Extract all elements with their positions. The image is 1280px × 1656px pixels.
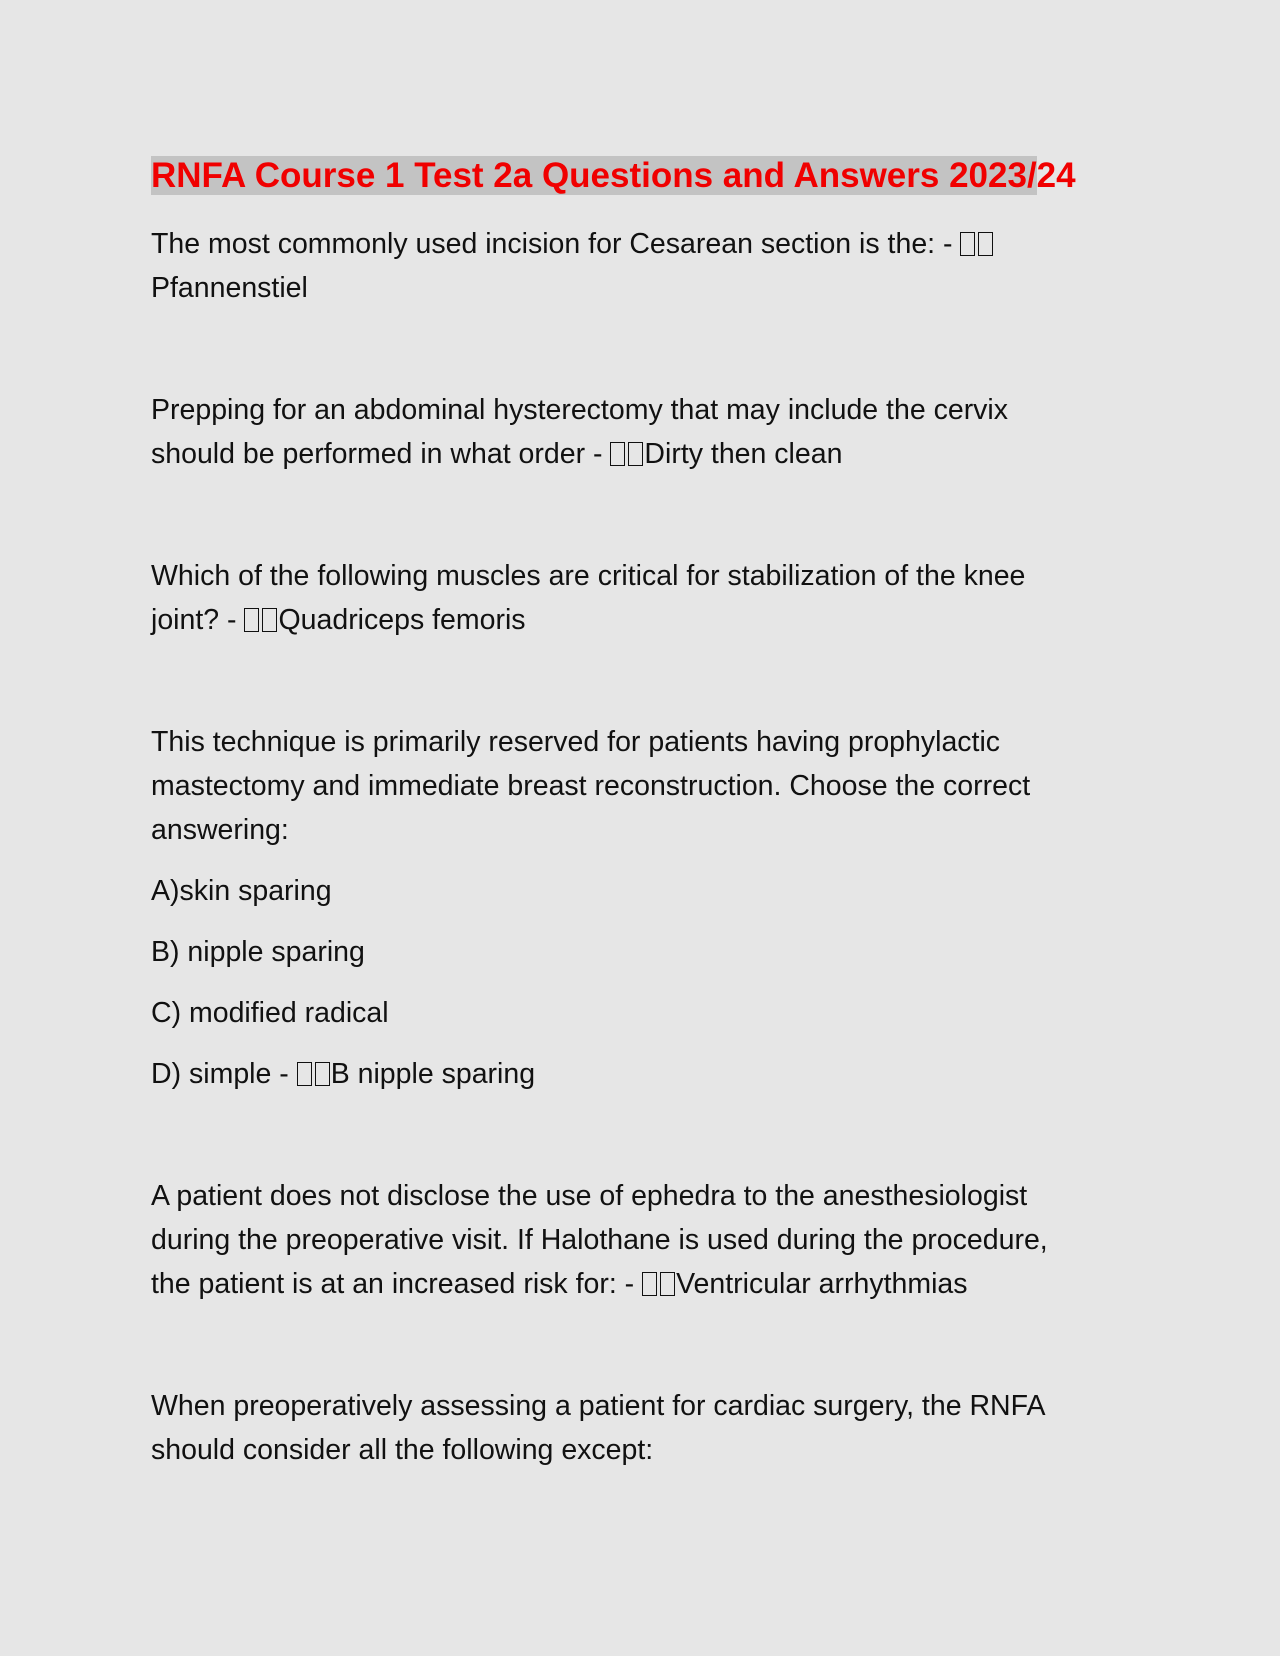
question-text: When preoperatively assessing a patient for cardiac surgery, the RNFA [151,1390,1046,1422]
question-item-1 [151,222,1141,310]
option-a: A)skin sparing [151,875,332,907]
question-text: A patient does not disclose the use of ephedra to the anesthesiologist [151,1180,1028,1212]
question-text: mastectomy and immediate breast reconstruction. Choose the correct [151,770,1031,802]
missing-glyph-icon [628,442,643,466]
answer-text: Quadriceps femoris [278,604,526,636]
question-text: Which of the following muscles are critical for stabilization of the knee [151,560,1026,592]
question-text: joint? - [151,604,245,636]
answer-text: Pfannenstiel [151,272,308,304]
question-item-4 [151,720,1141,1096]
missing-glyph-icon [297,1062,312,1086]
missing-glyph-icon [960,232,975,256]
question-item-2 [151,388,1141,476]
question-text: the patient is at an increased risk for: - [151,1268,643,1300]
document-title [151,152,1076,200]
missing-glyph-icon [315,1062,330,1086]
missing-glyph-icon [642,1272,657,1296]
question-text: should be performed in what order - [151,438,611,470]
missing-glyph-icon [262,608,277,632]
missing-glyph-icon [244,608,259,632]
option-b: B) nipple sparing [151,936,365,968]
question-list [151,222,1141,1472]
question-text: The most commonly used incision for Cesarean section is the: - [151,228,961,260]
missing-glyph-icon [660,1272,675,1296]
title-highlight: RNFA Course 1 Test 2a Questions and Answers 2023/ [151,156,1037,195]
question-text: Prepping for an abdominal hysterectomy that may include the cervix [151,394,1009,426]
question-item-6 [151,1384,1141,1472]
question-text: during the preoperative visit. If Halothane is used during the procedure, [151,1224,1048,1256]
option-c: C) modified radical [151,997,389,1029]
question-text: should consider all the following except: [151,1434,654,1466]
missing-glyph-icon [610,442,625,466]
missing-glyph-icon [978,232,993,256]
answer-text: Ventricular arrhythmias [676,1268,968,1300]
option-d: D) simple - [151,1058,297,1090]
answer-text: B nipple sparing [330,1058,536,1090]
answer-text: Dirty then clean [644,438,843,470]
question-text: This technique is primarily reserved for patients having prophylactic [151,726,1001,758]
question-text: answering: [151,814,289,846]
question-item-3 [151,554,1141,642]
title-tail: 24 [1036,156,1076,195]
question-item-5 [151,1174,1141,1306]
